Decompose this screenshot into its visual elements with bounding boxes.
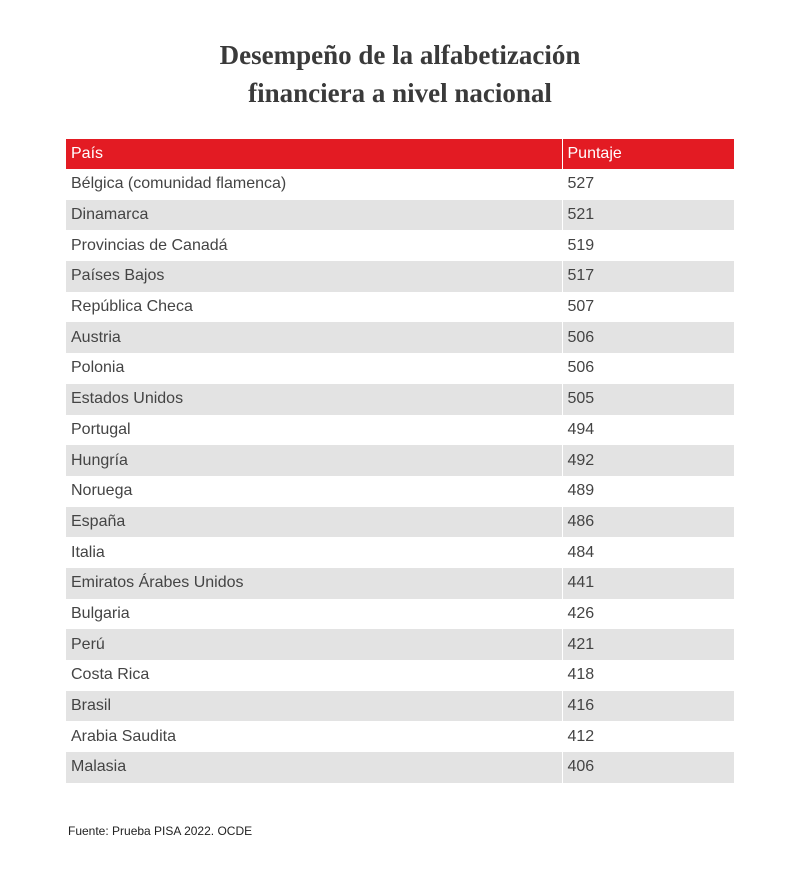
table-row bbox=[66, 752, 734, 783]
cell-country: Arabia Saudita bbox=[66, 721, 562, 752]
table-body bbox=[66, 169, 734, 783]
table-row bbox=[66, 230, 734, 261]
chart-title bbox=[0, 36, 800, 112]
chart-title-line-2: financiera a nivel nacional bbox=[248, 78, 552, 108]
cell-score: 494 bbox=[567, 420, 595, 438]
table-row bbox=[66, 476, 734, 507]
column-header-country: País bbox=[66, 139, 562, 169]
cell-score: 507 bbox=[567, 298, 595, 316]
cell-country: Polonia bbox=[66, 353, 562, 384]
cell-score: 426 bbox=[567, 604, 595, 622]
table-header-row bbox=[66, 139, 734, 169]
cell-score: 441 bbox=[567, 574, 595, 592]
cell-country: Países Bajos bbox=[66, 261, 562, 292]
cell-country: Bélgica (comunidad flamenca) bbox=[66, 169, 562, 200]
cell-country: Emiratos Árabes Unidos bbox=[66, 568, 562, 599]
cell-score: 406 bbox=[567, 758, 595, 776]
table-row bbox=[66, 200, 734, 231]
cell-score: 492 bbox=[567, 451, 595, 469]
cell-country: República Checa bbox=[66, 292, 562, 323]
table-row bbox=[66, 169, 734, 200]
cell-country: Dinamarca bbox=[66, 200, 562, 231]
cell-score: 505 bbox=[567, 390, 595, 408]
table-row bbox=[66, 537, 734, 568]
table-row bbox=[66, 415, 734, 446]
cell-score: 412 bbox=[567, 727, 595, 745]
cell-country: Brasil bbox=[66, 691, 562, 722]
table-row bbox=[66, 507, 734, 538]
cell-score: 517 bbox=[567, 267, 595, 285]
cell-score: 521 bbox=[567, 206, 595, 224]
data-table bbox=[66, 139, 734, 783]
column-header-score: Puntaje bbox=[562, 139, 734, 169]
cell-country: Italia bbox=[66, 537, 562, 568]
cell-score: 506 bbox=[567, 359, 595, 377]
cell-country: Hungría bbox=[66, 445, 562, 476]
cell-score: 506 bbox=[567, 328, 595, 346]
cell-country: Austria bbox=[66, 322, 562, 353]
cell-score: 519 bbox=[567, 236, 595, 254]
table-row bbox=[66, 721, 734, 752]
cell-score: 527 bbox=[567, 175, 595, 193]
table-row bbox=[66, 353, 734, 384]
cell-country: Bulgaria bbox=[66, 599, 562, 630]
cell-country: Estados Unidos bbox=[66, 384, 562, 415]
cell-score: 486 bbox=[567, 512, 595, 530]
table-row bbox=[66, 445, 734, 476]
table-row bbox=[66, 292, 734, 323]
cell-country: Costa Rica bbox=[66, 660, 562, 691]
table-row bbox=[66, 384, 734, 415]
table-row bbox=[66, 599, 734, 630]
source-note: Fuente: Prueba PISA 2022. OCDE bbox=[68, 824, 253, 838]
cell-country: Provincias de Canadá bbox=[66, 230, 562, 261]
table-row bbox=[66, 660, 734, 691]
cell-country: Portugal bbox=[66, 415, 562, 446]
cell-score: 489 bbox=[567, 482, 595, 500]
cell-score: 416 bbox=[567, 697, 595, 715]
cell-score: 418 bbox=[567, 666, 595, 684]
cell-country: Perú bbox=[66, 629, 562, 660]
chart-title-line-1: Desempeño de la alfabetización bbox=[219, 40, 581, 70]
cell-country: Noruega bbox=[66, 476, 562, 507]
table-row bbox=[66, 261, 734, 292]
cell-country: España bbox=[66, 507, 562, 538]
cell-score: 421 bbox=[567, 635, 595, 653]
table-row bbox=[66, 691, 734, 722]
table-row bbox=[66, 322, 734, 353]
cell-country: Malasia bbox=[66, 752, 562, 783]
table-row bbox=[66, 629, 734, 660]
cell-score: 484 bbox=[567, 543, 595, 561]
table-row bbox=[66, 568, 734, 599]
